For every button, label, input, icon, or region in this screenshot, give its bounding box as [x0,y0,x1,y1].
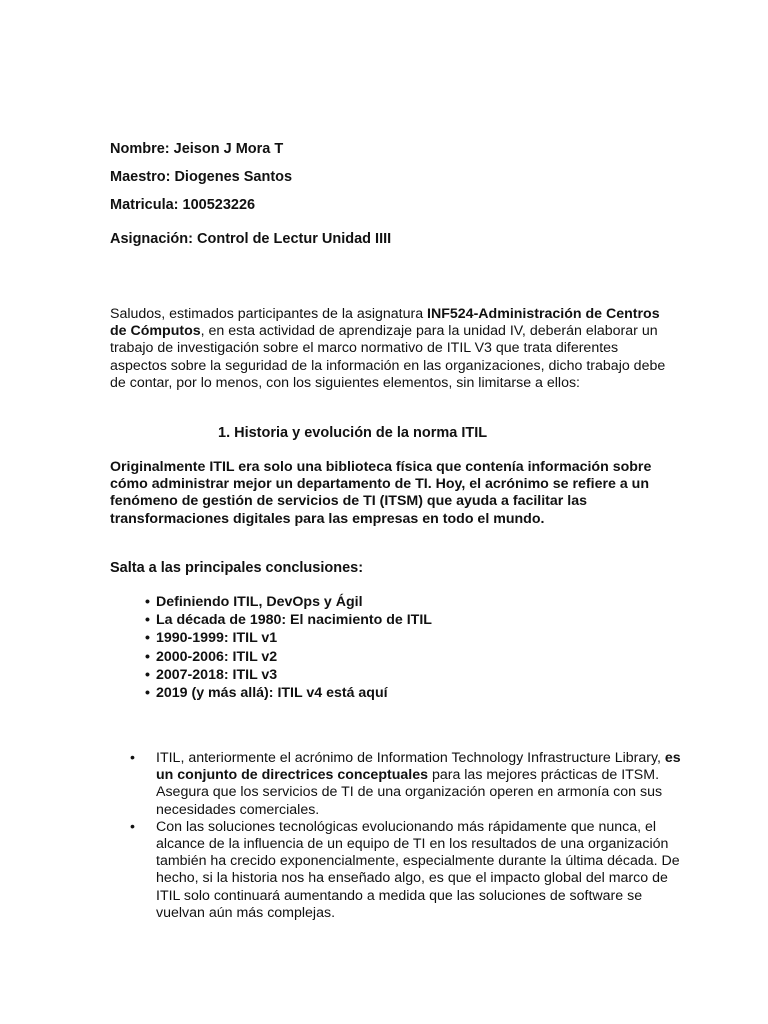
assignment-title: Asignación: Control de Lectur Unidad IIII [110,231,392,247]
intro-text-rest: , en esta actividad de aprendizaje para la unidad IV, deberán elaborar un trabajo de investigación sobre el marco normativo de ITIL V3 que trata diferentes aspectos sobre la seguridad de la información en las organizaciones, dicho trabajo debe de contar, por lo menos, con los siguientes elementos, sin limitarse a ellos: [110,323,666,391]
bullet-bold-phrase: es un conjunto de directrices conceptuales [156,750,681,784]
intro-text-start: Saludos, estimados participantes de la asignatura [110,306,428,322]
list-item [145,648,432,666]
bullet-icon: • [145,666,150,683]
conclusions-list [145,593,432,702]
bullet-icon: • [145,684,150,701]
toc-item-label: Definiendo ITIL, DevOps y Ágil [156,594,363,610]
list-item [130,819,690,922]
jump-to-conclusions-label: Salta a las principales conclusiones: [110,560,364,576]
list-item [145,666,432,684]
bullet-icon: • [145,612,150,629]
list-item [145,593,432,611]
student-name: Nombre: Jeison J Mora T [110,141,284,157]
intro-paragraph [110,306,670,392]
course-name: INF524-Administración de Centros de Cómputos [110,306,660,340]
bullet-icon: • [130,750,135,766]
enrollment-number: Matricula: 100523226 [110,197,256,213]
bullet-text-start: ITIL, anteriormente el acrónimo de Information Technology Infrastructure Library, [156,750,665,766]
bullet-icon: • [145,648,150,665]
bullet-icon: • [145,594,150,610]
toc-item-label: 2019 (y más allá): ITIL v4 está aquí [156,684,388,701]
list-item [145,684,432,702]
itil-origin-paragraph: Originalmente ITIL era solo una biblioteca física que contenía información sobre cómo administrar mejor un departamento de TI. Hoy, el acrónimo se refiere a un fenómeno de gestión de servicios de TI (ITSM) que ayuda a facilitar las transformaciones digitales para las empresas en todo el mundo. [110,459,652,527]
itil-bullet-list [130,750,690,922]
bullet-icon: • [130,818,135,835]
bullet-text-rest: para las mejores prácticas de ITSM. Asegura que los servicios de TI de una organización operen en armonía con sus necesidades comerciales. [156,767,663,818]
list-item [130,750,690,819]
toc-item-label: 2007-2018: ITIL v3 [156,666,278,683]
section-heading: 1. Historia y evolución de la norma ITIL [218,425,488,441]
bullet-text: Con las soluciones tecnológicas evolucionando más rápidamente que nunca, el alcance de la influencia de un equipo de TI en los resultados de una organización también ha crecido exponencialmente, especialmente durante la última década. De hecho, si la historia nos ha enseñado algo, es que el impacto global del marco de ITIL solo continuará aumentando a medida que las soluciones de software se vuelvan aún más complejas. [156,818,680,921]
toc-item-label: 1990-1999: ITIL v1 [156,630,278,647]
list-item [145,629,432,647]
bullet-icon: • [145,630,150,647]
teacher-name: Maestro: Diogenes Santos [110,169,293,185]
list-item [145,611,432,629]
toc-item-label: 2000-2006: ITIL v2 [156,648,278,665]
toc-item-label: La década de 1980: El nacimiento de ITIL [156,612,432,629]
